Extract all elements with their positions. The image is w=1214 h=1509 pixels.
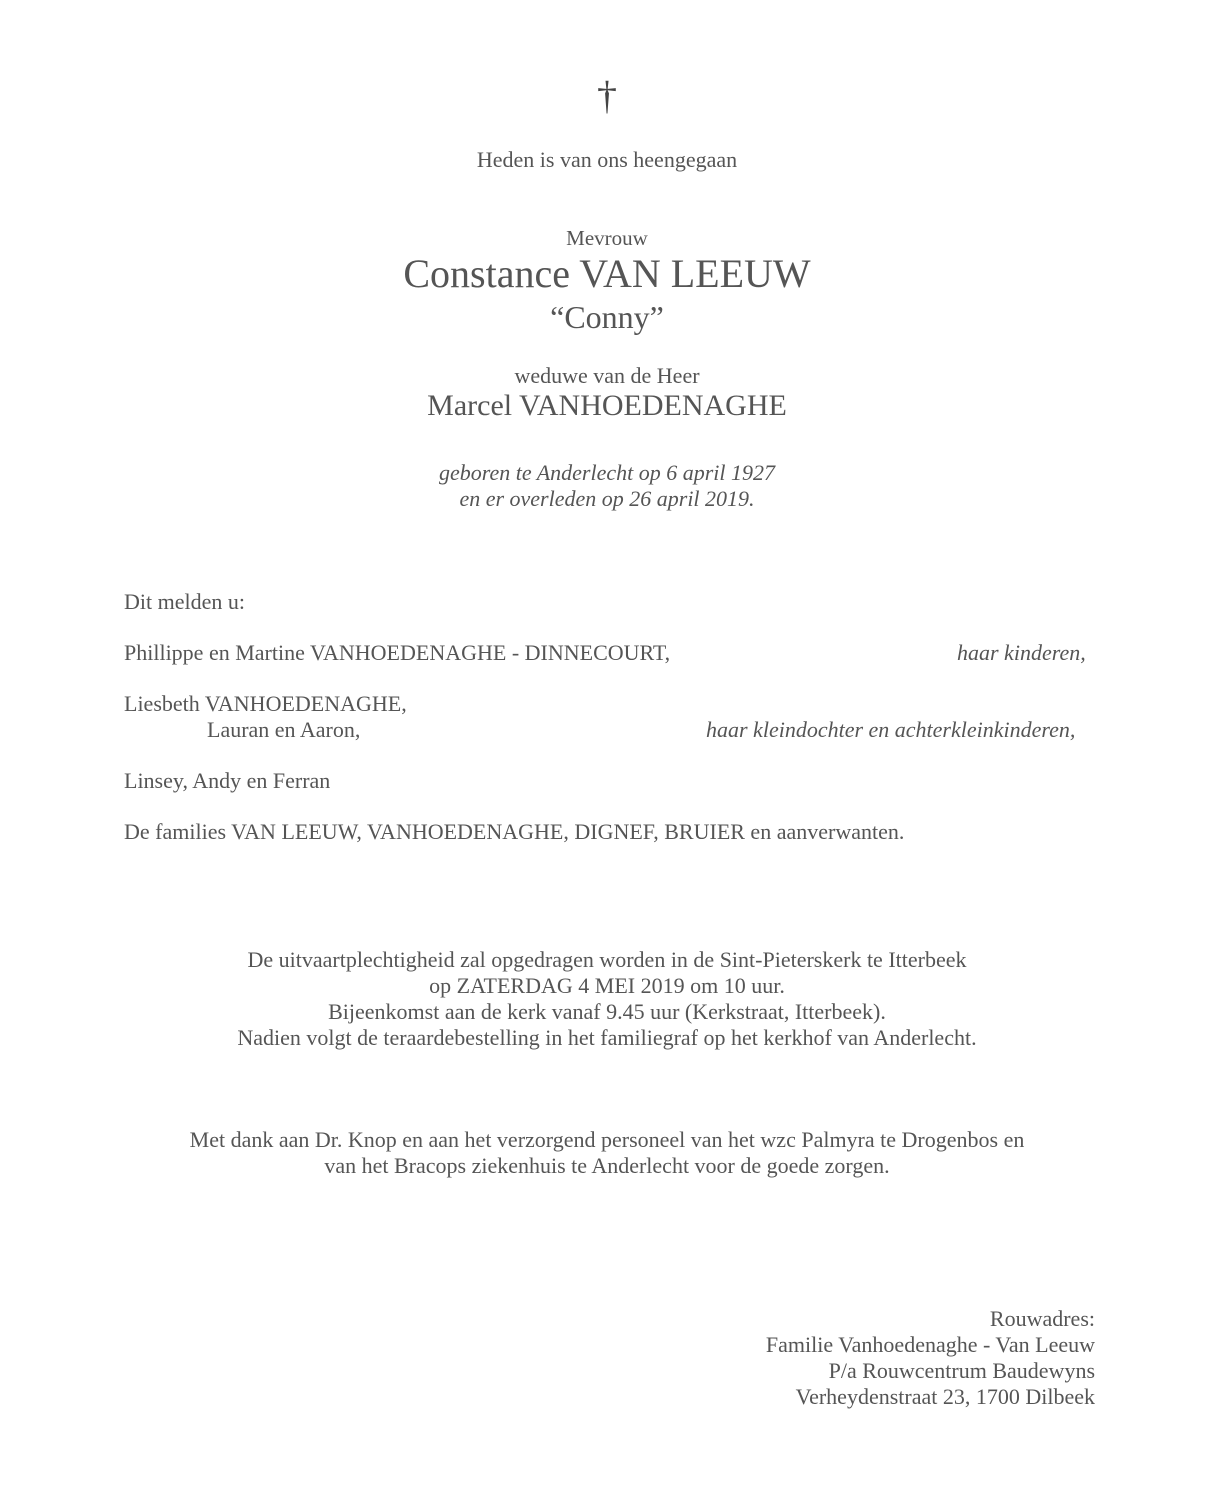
thanks-text [0, 1127, 1214, 1179]
thanks-line-1: Met dank aan Dr. Knop en aan het verzorgend personeel van het wzc Palmyra te Drogenbos en [189, 1127, 1025, 1152]
address-line-3: Verheydenstraat 23, 1700 Dilbeek [795, 1384, 1095, 1409]
funeral-line-4: Nadien volgt de teraardebestelling in het familiegraf op het kerkhof van Anderlecht. [237, 1025, 977, 1050]
greatgrandchildren-names: Lauran en Aaron, [207, 717, 361, 742]
title-text: Mevrouw [566, 226, 648, 250]
others-names: Linsey, Andy en Ferran [124, 768, 331, 793]
mourning-address [766, 1306, 1095, 1410]
families-line: De families VAN LEEUW, VANHOEDENAGHE, DIGNEF, BRUIER en aanverwanten. [124, 819, 905, 844]
deceased-name: Constance VAN LEEUW [403, 251, 811, 296]
widow-of-text: weduwe van de Heer [514, 363, 700, 388]
funeral-line-1: De uitvaartplechtigheid zal opgedragen worden in de Sint-Pieterskerk te Itterbeek [247, 947, 967, 972]
cross-icon: † [597, 73, 617, 118]
announcers-intro: Dit melden u: [124, 589, 245, 614]
address-line-2: P/a Rouwcentrum Baudewyns [828, 1358, 1095, 1383]
funeral-line-2: op ZATERDAG 4 MEI 2019 om 10 uur. [429, 973, 785, 998]
children-names: Phillippe en Martine VANHOEDENAGHE - DINNECOURT, [124, 640, 671, 665]
address-line-1: Familie Vanhoedenaghe - Van Leeuw [765, 1332, 1095, 1357]
grandchildren-relation: haar kleindochter en achterkleinkinderen, [706, 717, 1076, 742]
children-relation: haar kinderen, [957, 640, 1086, 665]
birth-line: geboren te Anderlecht op 6 april 1927 [438, 460, 776, 485]
thanks-line-2: van het Bracops ziekenhuis te Anderlecht voor de goede zorgen. [324, 1153, 890, 1178]
funeral-line-3: Bijeenkomst aan de kerk vanaf 9.45 uur (Kerkstraat, Itterbeek). [328, 999, 886, 1024]
death-line: en er overleden op 26 april 2019. [459, 486, 755, 511]
grandchild-name: Liesbeth VANHOEDENAGHE, [124, 691, 407, 716]
funeral-details [0, 947, 1214, 1051]
address-label: Rouwadres: [989, 1306, 1095, 1331]
nickname: “Conny” [550, 299, 664, 335]
intro-text: Heden is van ons heengegaan [476, 147, 738, 172]
spouse-name: Marcel VANHOEDENAGHE [427, 389, 787, 422]
